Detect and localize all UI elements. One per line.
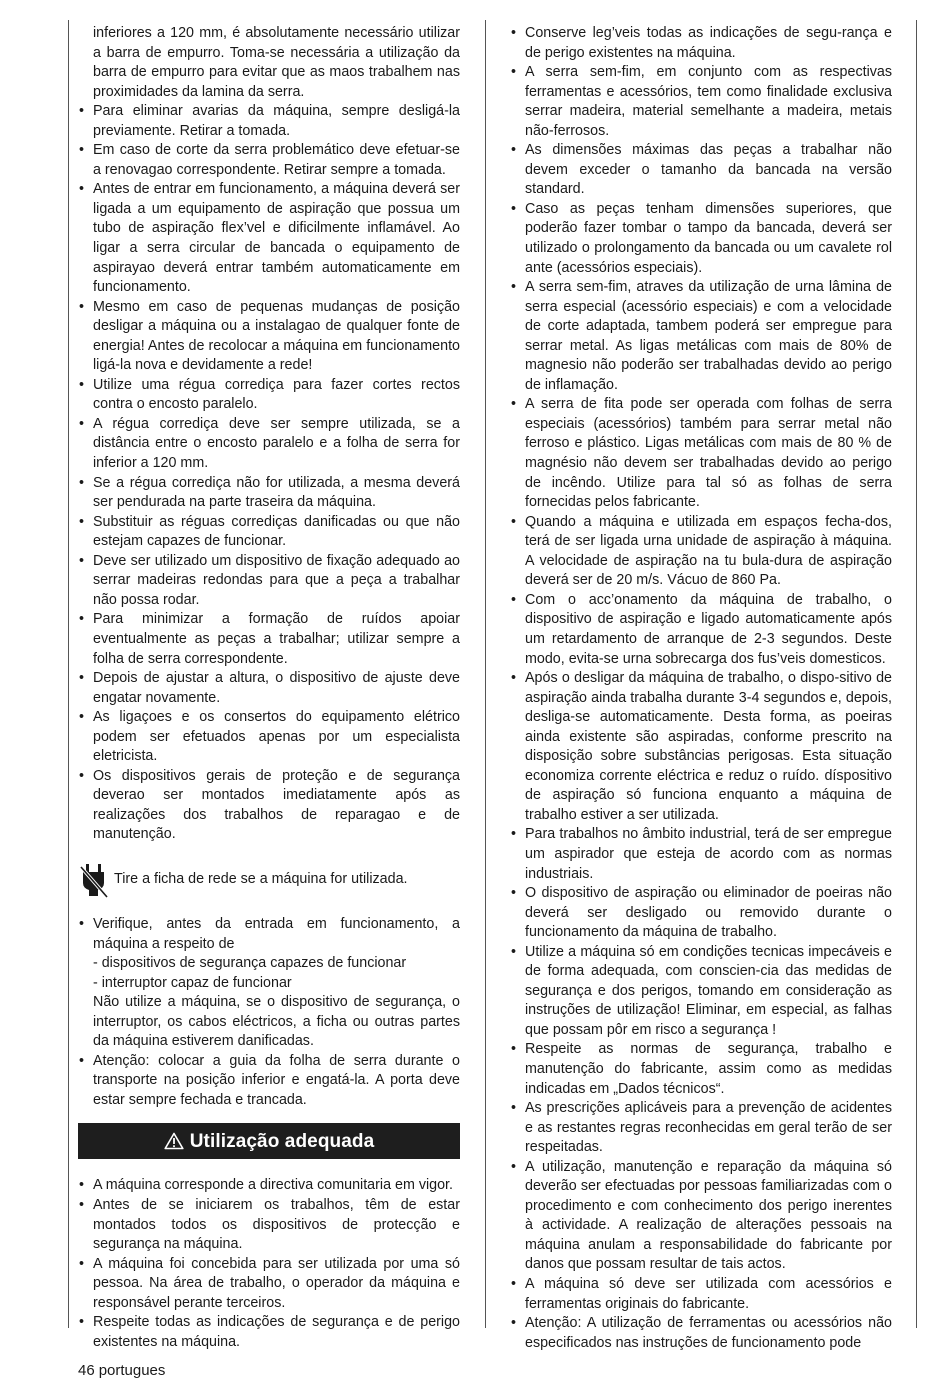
right-column <box>510 24 892 1353</box>
list-item: • Substituir as réguas corrediças danificadas ou que não estejam capazes de funcionar. <box>78 513 460 552</box>
list-item: • A utilização, manutenção e reparação da máquina só deverão ser efectuadas por pessoas familiarizadas com o procedimento e com conhecimento dos perigo inerentes à actividade. A realização de alterações pessoais na máquina anulam a responsabilidade do fabricante por danos que possam resultar de tais actos. <box>510 1158 892 1275</box>
page-footer <box>78 1362 169 1379</box>
list-item: • Com o acc’onamento da máquina de trabalho, o dispositivo de aspiração e ligado automaticamente após um retardamento de arranque de 2-3 segundos. Deste modo, evita-se urna sobrecarga dos fus’veis domesticos. <box>510 591 892 669</box>
list-item <box>78 915 460 1052</box>
list-item: • A serra sem-fim, em conjunto com as respectivas ferramentas e acessórios, tem como finalidade exclusiva serrar madeira, material semelhante a madeira, metais não-ferrosos. <box>510 63 892 141</box>
list-item: • A máquina corresponde a directiva comunitaria em vigor. <box>78 1176 460 1196</box>
list-item: • Respeite todas as indicações de segurança e de perigo existentes na máquina. <box>78 1313 460 1352</box>
list-item: • Deve ser utilizado um dispositivo de fixação adequado ao serrar madeiras redondas para que a peça a trabalhar não possa rodar. <box>78 552 460 611</box>
list-item: • Respeite as normas de segurança, trabalho e manutenção do fabricante, assim como as medidas indicadas em „Dados técnicos“. <box>510 1040 892 1099</box>
list-item: • Quando a máquina e utilizada em espaços fecha-dos, terá de ser ligada urna unidade de aspiração à máquina. A velocidade de aspiração na tu bula-dura de aspiração deverá ser de 20 m/s. Vácuo de 860 Pa. <box>510 513 892 591</box>
list-item: • As prescrições aplicáveis para a prevenção de acidentes e as restantes regras reconhecidas em geral terão de ser respeitadas. <box>510 1099 892 1158</box>
list-item: • A máquina só deve ser utilizada com acessórios e ferramentas originais do fabricante. <box>510 1275 892 1314</box>
left-column <box>78 24 460 1352</box>
list-item: • Em caso de corte da serra problemático deve efetuar-se a renovagao correspondente. Retirar sempre a tomada. <box>78 141 460 180</box>
safety-list <box>78 102 460 845</box>
list-item: • Após o desligar da máquina de trabalho, o dispo-sitivo de aspiração ainda trabalha durante 3-4 segundos e, depois, desliga-se automaticamente. Desta forma, as poeiras ainda existente são aspiradas, conforme prescrito na disposição sobre substâncias perigosas. Esta situação economiza corrente eléctrica e reduz o ruído. díspositivo de aspiração só funciona enquanto a máquina de trabalho estiver a ser utilizada. <box>510 669 892 825</box>
list-item: • Antes de se iniciarem os trabalhos, têm de estar montados todos os dispositivos de protecção e segurança na máquina. <box>78 1196 460 1255</box>
list-item: • A serra de fita pode ser operada com folhas de serra especiais (acessórios) também para serrar metal não ferroso e plástico. Ligas metálicas com mais de 80 % de magnésio não devem ser trabalhadas devido ao perigo de incêndo. Utilize para tal só as folhas de serra fornecidas pelos fabricante. <box>510 395 892 512</box>
list-item: • Mesmo em caso de pequenas mudanças de posição desligar a máquina ou a instalagao de qualquer fonte de energia! Antes de recolocar a máquina em funcionamento ligá-la nova e devidamente a rede! <box>78 298 460 376</box>
warning-triangle-icon <box>164 1132 184 1150</box>
list-item: • Atenção: A utilização de ferramentas ou acessórios não especificados nas instruções de funcionamento pode <box>510 1314 892 1353</box>
list-item: • A serra sem-fim, atraves da utilização de urna lâmina de serra especial (acessório especiais) e com a velocidade de corte adaptada, tambem poderá ser empregue para serrar metal. As ligas metálicas com mais de 80% de magnesio não poderão ser trabalhadas devido ao perigo de inflamação. <box>510 278 892 395</box>
intended-use-list-continued <box>510 24 892 1353</box>
section-heading <box>78 1123 460 1159</box>
list-item: • A régua corrediça deve ser sempre utilizada, se a distância entre o encosto paralelo e a folha de serra for inferior a 120 mm. <box>78 415 460 474</box>
list-item: • Caso as peças tenham dimensões superiores, que poderão fazer tombar o tampo da bancada, deverá ser utilizado o prolongamento da bancada ou um cavalete rol ante (acessórios especiais). <box>510 200 892 278</box>
list-item: • Para minimizar a formação de ruídos apoiar eventualmente as peças a trabalhar; utilizar sempre a folha de serra correspondente. <box>78 610 460 669</box>
unplug-notice <box>78 861 460 899</box>
list-item: • Para trabalhos no âmbito industrial, terá de ser empregue um aspirador que esteja de acordo com as normas industriais. <box>510 825 892 884</box>
right-column-divider <box>916 20 917 1328</box>
list-item: • Utilize a máquina só em condições tecnicas impecáveis e de forma adequada, com conscien-cia das medidas de segurança e dos perigos, tomando em consideração as instruções de utilização! Eliminar, em especial, as falhas que possam pôr em risco a segurança ! <box>510 943 892 1041</box>
page-number: 46 <box>78 1362 95 1379</box>
check-sub-item: - dispositivos de segurança capazes de funcionar <box>93 955 407 972</box>
check-tail: Não utilize a máquina, se o dispositivo de segurança, o interruptor, os cabos eléctricos, a ficha ou outras partes da máquina estiverem danificadas. <box>93 994 460 1050</box>
check-sub-item: - interruptor capaz de funcionar <box>93 974 292 991</box>
list-item: • Utilize uma régua corrediça para fazer cortes rectos contra o encosto paralelo. <box>78 376 460 415</box>
list-item: • Antes de entrar em funcionamento, a máquina deverá ser ligada a um equipamento de aspiração que possua um tubo de aspiração flex’vel e dificilmente inflamável. Ao ligar a serra circular de bancada o equipamento de aspirayao deverá entrar também automaticamente em funcionamento. <box>78 180 460 297</box>
check-list <box>78 915 460 1110</box>
list-item: • Para eliminar avarias da máquina, sempre desligá-la previamente. Retirar a tomada. <box>78 102 460 141</box>
list-item: • A máquina foi concebida para ser utilizada por uma só pessoa. Na área de trabalho, o operador da máquina e responsável perante terceiros. <box>78 1255 460 1314</box>
notice-text: Tire a ficha de rede se a máquina for utilizada. <box>114 871 408 888</box>
list-item: • Depois de ajustar a altura, o dispositivo de ajuste deve engatar novamente. <box>78 669 460 708</box>
intended-use-list <box>78 1176 460 1352</box>
check-lead: • Verifique, antes da entrada em funcionamento, a máquina a respeito de <box>93 915 460 952</box>
left-column-divider <box>68 20 69 1328</box>
list-item: • Atenção: colocar a guia da folha de serra durante o transporte na posição inferior e engatá-la. A porta deve estar sempre fechada e trancada. <box>78 1052 460 1111</box>
list-item: • O dispositivo de aspiração ou eliminador de poeiras não deverá ser desligado ou removido durante o funcionamento da máquina de trabalho. <box>510 884 892 943</box>
list-item: • As ligaçoes e os consertos do equipamento elétrico podem ser efetuados apenas por um especialista eletricista. <box>78 708 460 767</box>
list-item: • Conserve leg’veis todas as indicações de segu-rança e de perigo existentes na máquina. <box>510 24 892 63</box>
section-title: Utilização adequada <box>189 1130 375 1152</box>
center-column-divider <box>485 20 486 1328</box>
list-item: • Se a régua corrediça não for utilizada, a mesma deverá ser pendurada na parte traseira da máquina. <box>78 474 460 513</box>
intro-paragraph: inferiores a 120 mm, é absolutamente necessário utilizar a barra de empurro. Toma-se necessária a utilização da barra de empurro para evitar que as maos trabalhem nas proximidades da lamina da serra. <box>93 25 460 100</box>
page-language: portugues <box>98 1362 166 1379</box>
list-item: • Os dispositivos gerais de proteção e de segurança deverao ser montados imediatamente após as realizações dos trabalhos de reparagao e de manutenção. <box>78 767 460 845</box>
unplug-plug-icon <box>78 861 112 899</box>
list-item: • As dimensões máximas das peças a trabalhar não devem exceder o tamanho da bancada na versão standard. <box>510 141 892 200</box>
